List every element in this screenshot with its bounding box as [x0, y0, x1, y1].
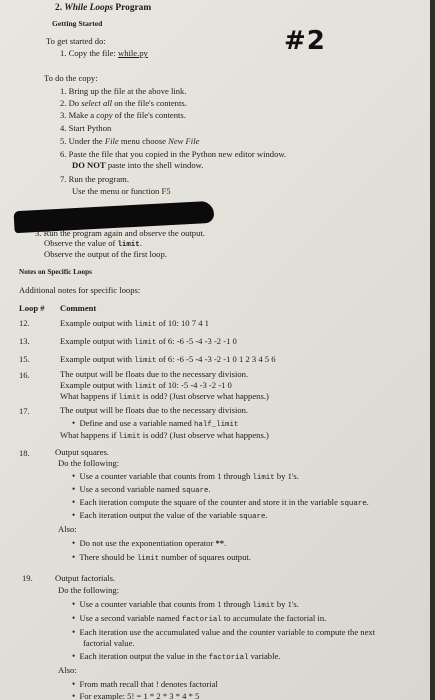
loop-19-title: Output factorials. [55, 573, 116, 583]
loop-16-number: 16. [19, 370, 30, 380]
loop-19-bullet-1: • Use a counter variable that counts from 1 through limit by 1's. [72, 599, 299, 610]
file-link[interactable]: while.py [118, 48, 148, 58]
loop-12-text: Example output with limit of 10: 10 7 4 1 [60, 318, 209, 329]
loop-13-number: 13. [19, 336, 30, 346]
copy-step-6: 6. Paste the file that you copied in the Python new editor window. [60, 149, 287, 159]
get-started-label: To get started do: [46, 36, 106, 46]
loop-19-bullet-6: • For example: 5! = 1 * 2 * 3 * 4 * 5 [72, 691, 200, 700]
loop-18-number: 18. [19, 448, 30, 458]
col-header-comment: Comment [60, 303, 97, 313]
handwritten-number: #2 [284, 26, 326, 56]
loop-16-line2: Example output with limit of 10: -5 -4 -3 -2 -1 0 [60, 380, 232, 391]
copy-step-6-note: DO NOT paste into the shell window. [72, 160, 204, 170]
loop-19-bullet-3: • Each iteration use the accumulated value and the counter variable to compute the next [72, 627, 376, 637]
loop-16-line3: What happens if limit is odd? (Just observe what happens.) [60, 391, 269, 402]
loop-15-number: 15. [19, 354, 30, 364]
loop-12-number: 12. [19, 318, 30, 328]
loop-19-also: Also: [58, 665, 77, 675]
loop-18-bullet-6: • There should be limit number of squares output. [72, 552, 251, 563]
loop-17-number: 17. [19, 406, 30, 416]
loop-18-bullet-4: • Each iteration output the value of the variable square. [72, 510, 268, 521]
notes-heading: Notes on Specific Loops [19, 268, 92, 276]
loop-19-bullet-4: • Each iteration output the value in the factorial variable. [72, 651, 281, 662]
loop-19-number: 19. [22, 573, 33, 583]
copy-step-4: 4. Start Python [60, 123, 112, 133]
observe-limit: Observe the value of limit. [44, 238, 142, 249]
run-again-step: 3. Run the program again and observe the output. [35, 228, 205, 238]
copy-step-2: 2. Do select all on the file's contents. [60, 98, 187, 108]
observe-output: Observe the output of the first loop. [44, 249, 167, 259]
copy-step-3: 3. Make a copy of the file's contents. [60, 110, 186, 120]
todo-copy-label: To do the copy: [44, 73, 98, 83]
loop-19-following: Do the following: [58, 585, 120, 595]
loop-18-title: Output squares. [55, 447, 109, 457]
loop-17-line3: What happens if limit is odd? (Just observe what happens.) [60, 430, 269, 441]
loop-15-text: Example output with limit of 6: -6 -5 -4 -3 -2 -1 0 1 2 3 4 5 6 [60, 354, 276, 365]
loop-18-bullet-2: • Use a second variable named square. [72, 484, 211, 495]
loop-18-following: Do the following: [58, 458, 120, 468]
col-header-loop: Loop # [19, 303, 45, 313]
loop-16-line1: The output will be floats due to the necessary division. [60, 369, 249, 379]
copy-step-7-note: Use the menu or function F5 [72, 186, 171, 196]
loop-18-bullet-3: • Each iteration compute the square of the counter and store it in the variable square. [72, 497, 369, 508]
loop-17-bullet: • Define and use a variable named half_limit [72, 418, 239, 429]
loop-19-bullet-5: • From math recall that ! denotes factorial [72, 679, 218, 689]
loop-18-also: Also: [58, 524, 77, 534]
copy-file-step: 1. Copy the file: while.py [60, 48, 148, 58]
section-title: 2. While Loops Program [55, 3, 152, 13]
copy-step-1: 1. Bring up the file at the above link. [60, 86, 187, 96]
loop-18-bullet-5: • Do not use the exponentiation operator **. [72, 538, 227, 548]
loop-19-bullet-2: • Use a second variable named factorial to accumulate the factorial in. [72, 613, 327, 624]
loop-18-bullet-1: • Use a counter variable that counts from 1 through limit by 1's. [72, 471, 299, 482]
getting-started-heading: Getting Started [52, 19, 103, 28]
copy-step-5: 5. Under the File menu choose New File [60, 136, 200, 146]
loop-19-bullet-3-cont: factorial value. [83, 638, 135, 648]
background-edge [430, 0, 435, 700]
loop-17-line1: The output will be floats due to the necessary division. [60, 405, 249, 415]
loop-13-text: Example output with limit of 6: -6 -5 -4 -3 -2 -1 0 [60, 336, 237, 347]
copy-step-7: 7. Run the program. [60, 174, 129, 184]
notes-intro: Additional notes for specific loops: [19, 285, 141, 295]
